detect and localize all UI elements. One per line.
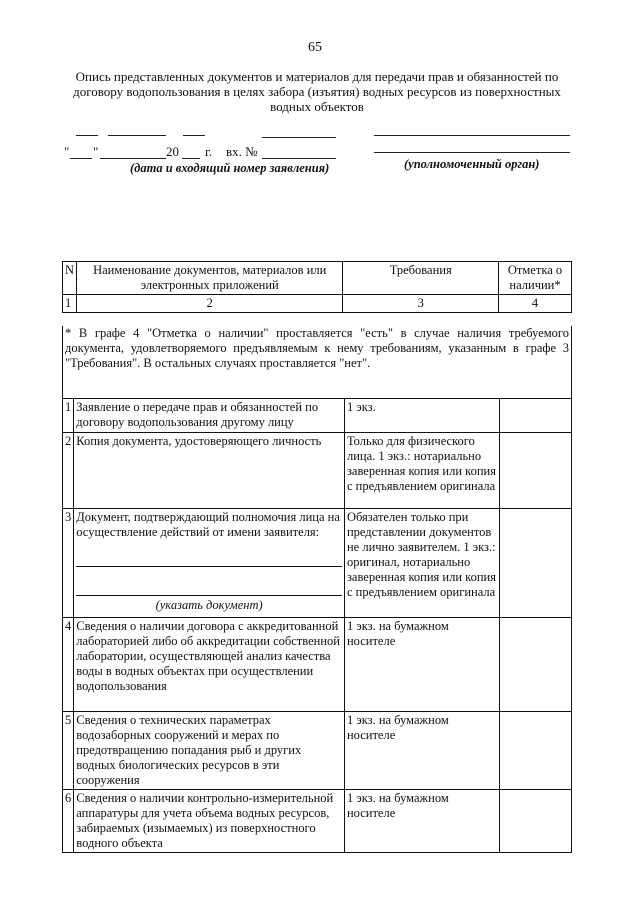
column-number-3: 3 [343, 295, 499, 313]
page-number: 65 [308, 40, 322, 55]
table-row [63, 399, 572, 433]
day-field[interactable] [70, 158, 92, 159]
footnote: * В графе 4 "Отметка о наличии" проставляется "есть" в случае наличия требуемого документа, удовлетворяемого предъявляемым к нему требованиям, указанным в графе 3 "Требования". В остальных случаях проставляется "нет". [62, 326, 572, 398]
authority-line-top [374, 135, 570, 136]
quote-open: " [64, 144, 70, 159]
document-requirements: 1 экз. [344, 399, 499, 433]
mark-cell[interactable] [500, 399, 572, 433]
document-name: Сведения о наличии контрольно-измерительной аппаратуры для учета объема водных ресурсов, забираемых (изымаемых) из поверхностного водного объекта [74, 790, 345, 853]
table-row [63, 712, 572, 790]
document-requirements: Обязателен только при представлении документов не лично заявителем. 1 экз.: оригинал, нотариально заверенная копия или копия с предъявлением оригинала [344, 509, 499, 618]
year-line-top [183, 135, 205, 136]
year-prefix: 20 [166, 144, 179, 159]
document-requirements: 1 экз. на бумажном носителе [344, 618, 499, 712]
mark-cell[interactable] [500, 433, 572, 509]
document-name: Заявление о передаче прав и обязанностей по договору водопользования другому лицу [74, 399, 345, 433]
mark-cell[interactable] [500, 618, 572, 712]
mark-cell[interactable] [500, 509, 572, 618]
document-spec-field[interactable] [76, 579, 342, 596]
document-requirements: Только для физического лица. 1 экз.: нотариально заверенная копия или копия с предъявлением оригинала [344, 433, 499, 509]
mark-cell[interactable] [500, 712, 572, 790]
row-number: 5 [63, 712, 74, 790]
row-number: 1 [63, 399, 74, 433]
mark-cell[interactable] [500, 790, 572, 853]
number-line-top [262, 137, 336, 138]
row-number: 3 [63, 509, 74, 618]
incoming-number-label: вх. № [226, 144, 258, 159]
document-name-cell [74, 509, 345, 618]
year-suffix: г. [205, 144, 213, 159]
table-row [63, 509, 572, 618]
page-title: Опись представленных документов и материалов для передачи прав и обязанностей по договору водопользования в целях забора (изъятия) водных ресурсов из поверхностных водных объектов [73, 69, 561, 114]
document-name: Копия документа, удостоверяющего личность [74, 433, 345, 509]
document-name: Сведения о технических параметрах водозаборных сооружений и мерах по предотвращению попадания рыб и других водных биологических ресурсов в эти сооружения [74, 712, 345, 790]
column-n: N [63, 262, 77, 295]
column-mark: Отметка о наличии* [499, 262, 572, 295]
document-name: Документ, подтверждающий полномочия лица на осуществление действий от имени заявителя: [76, 510, 340, 539]
quote-close: " [93, 144, 99, 159]
authority-caption: (уполномоченный орган) [404, 157, 540, 171]
table-row [63, 790, 572, 853]
column-number-2: 2 [77, 295, 343, 313]
month-field[interactable] [100, 158, 166, 159]
documents-table [62, 398, 572, 853]
document-spec-caption: (указать документ) [155, 598, 263, 612]
document-name: Сведения о наличии договора с аккредитованной лабораторией либо об аккредитации собственной лаборатории, осуществляющей анализ качества воды в водных объектах при осуществлении водопользования [74, 618, 345, 712]
header-table [62, 261, 572, 313]
table-row [63, 618, 572, 712]
day-line-top [76, 135, 98, 136]
table-row [63, 433, 572, 509]
incoming-number-field[interactable] [262, 158, 336, 159]
column-name: Наименование документов, материалов или электронных приложений [77, 262, 343, 295]
row-number: 6 [63, 790, 74, 853]
column-number-4: 4 [499, 295, 572, 313]
month-line-top [108, 135, 166, 136]
column-number-1: 1 [63, 295, 77, 313]
authority-field[interactable] [374, 152, 570, 153]
column-requirements: Требования [343, 262, 499, 295]
row-number: 2 [63, 433, 74, 509]
date-caption: (дата и входящий номер заявления) [130, 161, 330, 175]
document-requirements: 1 экз. на бумажном носителе [344, 790, 499, 853]
row-number: 4 [63, 618, 74, 712]
document-spec-field[interactable] [76, 550, 342, 567]
document-requirements: 1 экз. на бумажном носителе [344, 712, 499, 790]
year-field[interactable] [182, 158, 200, 159]
